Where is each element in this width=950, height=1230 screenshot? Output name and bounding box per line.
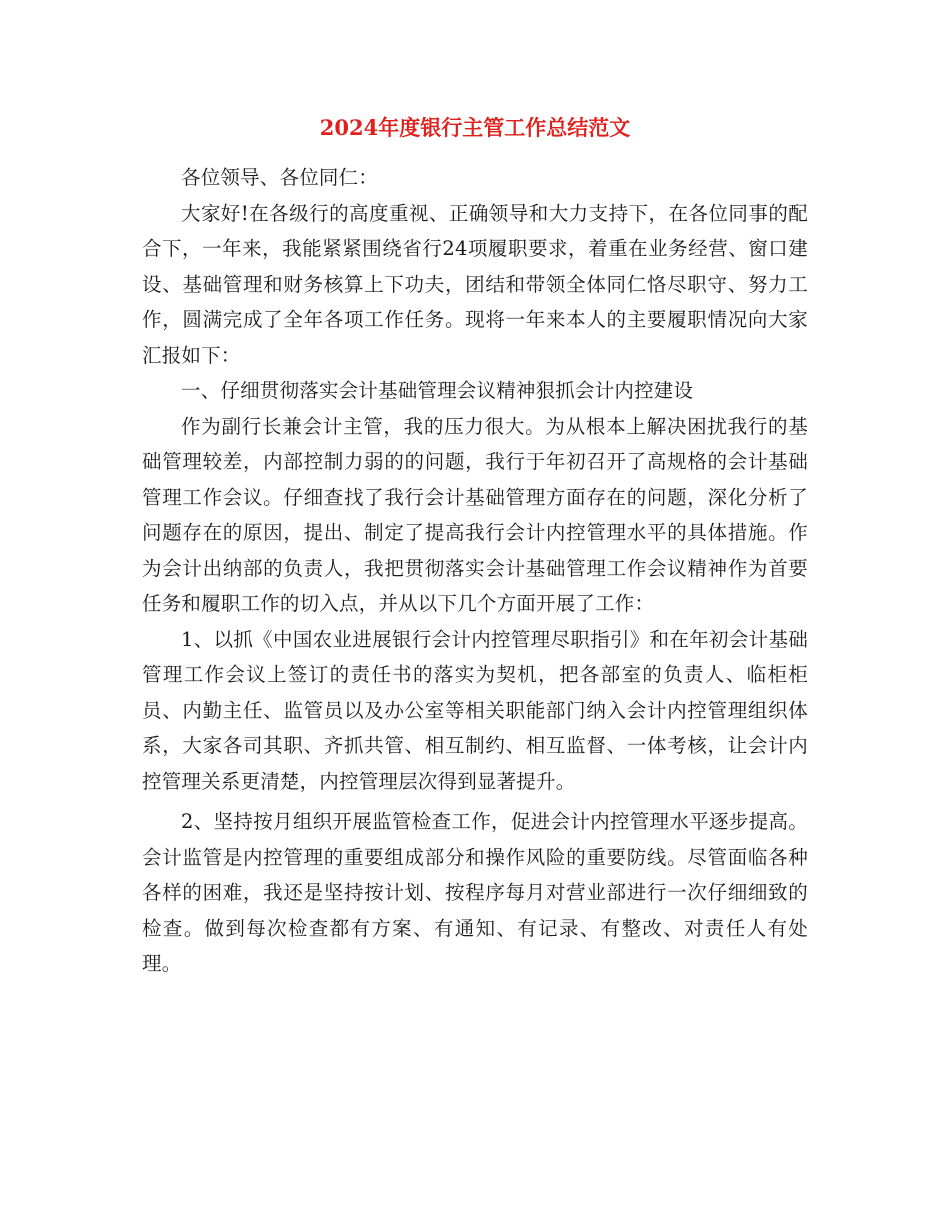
intro-paragraph: 大家好!在各级行的高度重视、正确领导和大力支持下，在各位同事的配合下，一年来，我能紧紧围绕省行24项履职要求，着重在业务经营、窗口建设、基础管理和财务核算上下功夫，团结和带领全体同仁恪尽职守、努力工作，圆满完成了全年各项工作任务。现将一年来本人的主要履职情况向大家汇报如下： bbox=[142, 201, 808, 367]
item-1-paragraph: 1、以抓《中国农业进展银行会计内控管理尽职指引》和在年初会计基础管理工作会议上签订的责任书的落实为契机，把各部室的负责人、临柜柜员、内勤主任、监管员以及办公室等相关职能部门纳入会计内控管理组织体系，大家各司其职、齐抓共管、相互制约、相互监督、一体考核，让会计内控管理关系更清楚，内控管理层次得到显著提升。 bbox=[142, 627, 808, 793]
document-body bbox=[142, 160, 808, 982]
document-title: 2024年度银行主管工作总结范文 bbox=[319, 115, 631, 140]
section-heading-1: 一、仔细贯彻落实会计基础管理会议精神狠抓会计内控建设 bbox=[181, 379, 694, 402]
item-2-paragraph: 2、坚持按月组织开展监管检查工作，促进会计内控管理水平逐步提高。会计监管是内控管理的重要组成部分和操作风险的重要防线。尽管面临各种各样的困难，我还是坚持按计划、按程序每月对营业部进行一次仔细细致的检查。做到每次检查都有方案、有通知、有记录、有整改、对责任人有处理。 bbox=[142, 810, 808, 975]
salutation-paragraph: 各位领导、各位同仁： bbox=[181, 166, 379, 189]
section-1-paragraph: 作为副行长兼会计主管，我的压力很大。为从根本上解决困扰我行的基础管理较差，内部控制力弱的的问题，我行于年初召开了高规格的会计基础管理工作会议。仔细查找了我行会计基础管理方面存在的问题，深化分析了问题存在的原因，提出、制定了提高我行会计内控管理水平的具体措施。作为会计出纳部的负责人，我把贯彻落实会计基础管理工作会议精神作为首要任务和履职工作的切入点，并从以下几个方面开展了工作： bbox=[142, 414, 808, 615]
